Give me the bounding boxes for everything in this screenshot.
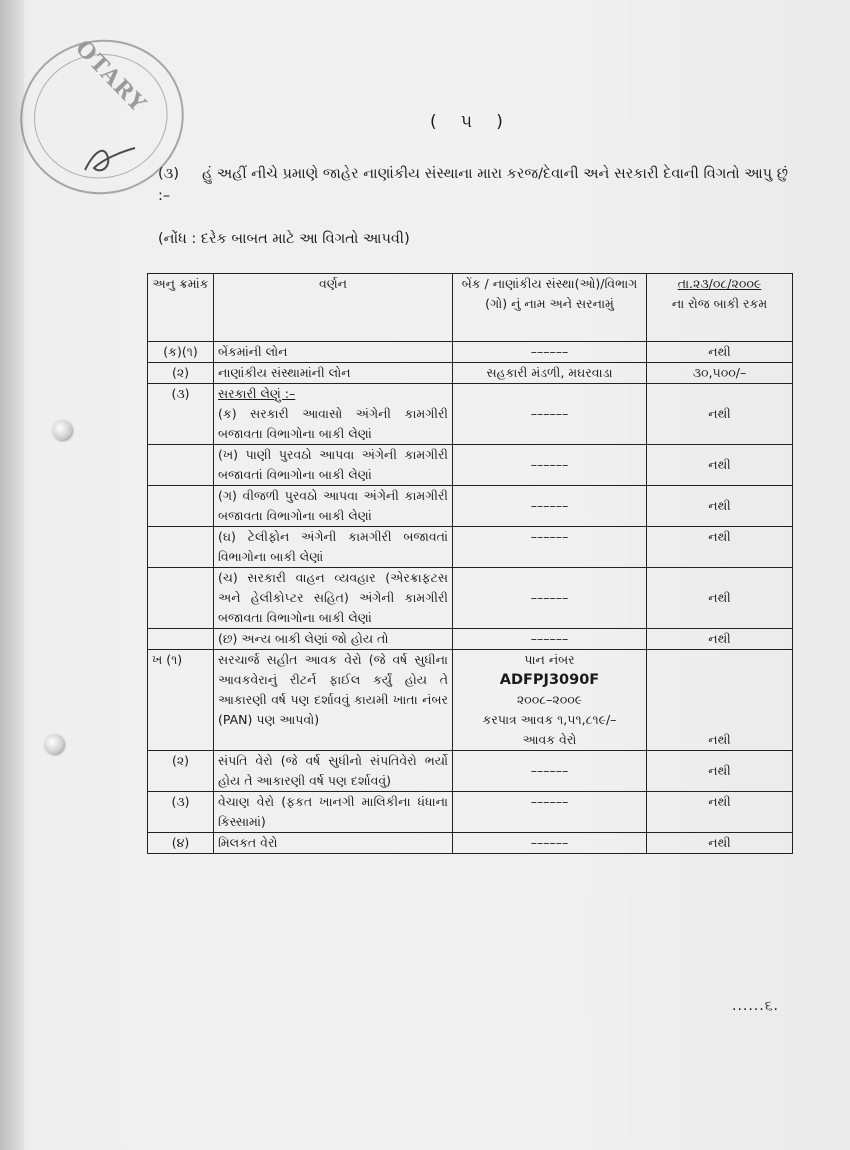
assessment-year: ૨૦૦૮–૨૦૦૯ [516, 692, 583, 707]
intro-number: (૩) [158, 166, 179, 182]
table-row [148, 384, 793, 445]
row-institution: –––––– [453, 568, 647, 629]
row-amount: નથી [647, 527, 793, 568]
row-subdescription: (ક) સરકારી આવાસો અંગેની કામગીરી બજાવતા વિભાગોના બાકી લેણાં [218, 406, 448, 441]
row-description: મિલકત વેરો [214, 833, 453, 854]
row-description: (છ) અન્ય બાકી લેણાં જો હોય તો [214, 629, 453, 650]
row-institution: –––––– [453, 527, 647, 568]
table-row [148, 363, 793, 384]
row-institution: –––––– [453, 833, 647, 854]
row-description [214, 384, 453, 445]
row-amount: નથી [647, 833, 793, 854]
row-institution: –––––– [453, 445, 647, 486]
row-institution: –––––– [453, 342, 647, 363]
row-description: વેચાણ વેરો (ફકત ખાનગી માલિકીના ધંધાના કિસ્સામાં) [214, 792, 453, 833]
taxable-income: કરપાત્ર આવક ૧,૫૧,૮૧૯/– [482, 712, 617, 727]
row-institution: –––––– [453, 792, 647, 833]
row-serial [148, 629, 214, 650]
header-amount-label: ના રોજ બાકી રકમ [671, 296, 768, 311]
row-institution [453, 650, 647, 751]
table-row [148, 833, 793, 854]
row-description: બેંકમાંની લોન [214, 342, 453, 363]
row-serial: (૪) [148, 833, 214, 854]
row-serial: (ક)(૧) [148, 342, 214, 363]
row-serial: (૩) [148, 384, 214, 445]
table-row [148, 751, 793, 792]
tax-type: આવક વેરો [522, 732, 577, 747]
row-serial [148, 486, 214, 527]
row-serial: (૩) [148, 792, 214, 833]
header-institution: બેંક / નાણાંકીય સંસ્થા(ઓ)/વિભાગ (ગો) નું નામ અને સરનામું [453, 274, 647, 342]
table-row [148, 342, 793, 363]
intro-paragraph [158, 163, 788, 207]
row-institution: –––––– [453, 384, 647, 445]
signature-mark [80, 140, 140, 180]
pan-label: પાન નંબર [524, 652, 575, 667]
page-number: ( ૫ ) [430, 112, 505, 132]
table-header-row [148, 274, 793, 342]
row-institution: સહકારી મંડળી, મઘરવાડા [453, 363, 647, 384]
row-amount: નથી [647, 650, 793, 751]
row-serial: (૨) [148, 363, 214, 384]
row-description: સરચાર્જ સહીત આવક વેરો (જે વર્ષ સુધીના આવકવેરાનું રીટર્ન ફાઈલ કર્યું હોય તે આકારણી વર્ષ પણ દર્શાવવું કાયમી ખાતા નંબર (PAN) પણ આપવો) [214, 650, 453, 751]
note-text: (નોંધ : દરેક બાબત માટે આ વિગતો આપવી) [158, 231, 410, 247]
table-row [148, 445, 793, 486]
table-row [148, 792, 793, 833]
row-description: (ખ) પાણી પુરવઠો આપવા અંગેની કામગીરી બજાવતાં વિભાગોના બાકી લેણાં [214, 445, 453, 486]
row-description: (ચ) સરકારી વાહન વ્યવહાર (એરક્રાફટસ અને હેલીકોપ્ટર સહિત) અંગેની કામગીરી બજાવતા વિભાગોના બાકી લેણાં [214, 568, 453, 629]
row-amount: નથી [647, 445, 793, 486]
row-amount: નથી [647, 751, 793, 792]
header-description: વર્ણન [214, 274, 453, 342]
row-serial: ખ (૧) [148, 650, 214, 751]
row-institution: –––––– [453, 629, 647, 650]
row-description: સંપતિ વેરો (જે વર્ષ સુધીનો સંપતિવેરો ભર્યો હોય તે આકારણી વર્ષ પણ દર્શાવવું) [214, 751, 453, 792]
row-serial [148, 568, 214, 629]
row-amount: નથી [647, 486, 793, 527]
row-amount: નથી [647, 568, 793, 629]
header-amount [647, 274, 793, 342]
table-row [148, 650, 793, 751]
page-left-edge [0, 0, 24, 1150]
row-description: (ઘ) ટેલીફોન અંગેની કામગીરી બજાવતાં વિભાગોના બાકી લેણાં [214, 527, 453, 568]
row-serial: (૨) [148, 751, 214, 792]
row-serial [148, 527, 214, 568]
header-serial: અનુ ક્રમાંક [148, 274, 214, 342]
intro-text: હું અહીં નીચે પ્રમાણે જાહેર નાણાંકીય સંસ્થાના મારા કરજ/દેવાની અને સરકારી દેવાની વિગતો આપુ છું :– [158, 166, 788, 204]
row-amount: નથી [647, 342, 793, 363]
row-amount: નથી [647, 384, 793, 445]
table-row [148, 527, 793, 568]
row-serial [148, 445, 214, 486]
row-description: નાણાંકીય સંસ્થામાંની લોન [214, 363, 453, 384]
continuation-footer: ......૬. [732, 998, 779, 1014]
table-row [148, 568, 793, 629]
row-institution: –––––– [453, 751, 647, 792]
pan-number: ADFPJ3090F [499, 672, 600, 688]
row-amount: નથી [647, 792, 793, 833]
row-amount: ૩૦,૫૦૦/– [647, 363, 793, 384]
punch-hole-top [52, 420, 72, 440]
punch-hole-bottom [44, 734, 64, 754]
debts-table [147, 273, 793, 854]
table-row [148, 486, 793, 527]
row-amount: નથી [647, 629, 793, 650]
row-heading: સરકારી લેણું :– [218, 386, 296, 401]
row-description: (ગ) વીજળી પુરવઠો આપવા અંગેની કામગીરી બજાવતા વિભાગોના બાકી લેણાં [214, 486, 453, 527]
header-amount-date: તા.૨૩/૦૮/૨૦૦૯ [677, 276, 762, 291]
table-row [148, 629, 793, 650]
notary-stamp-text: OTARY [70, 34, 152, 118]
row-institution: –––––– [453, 486, 647, 527]
